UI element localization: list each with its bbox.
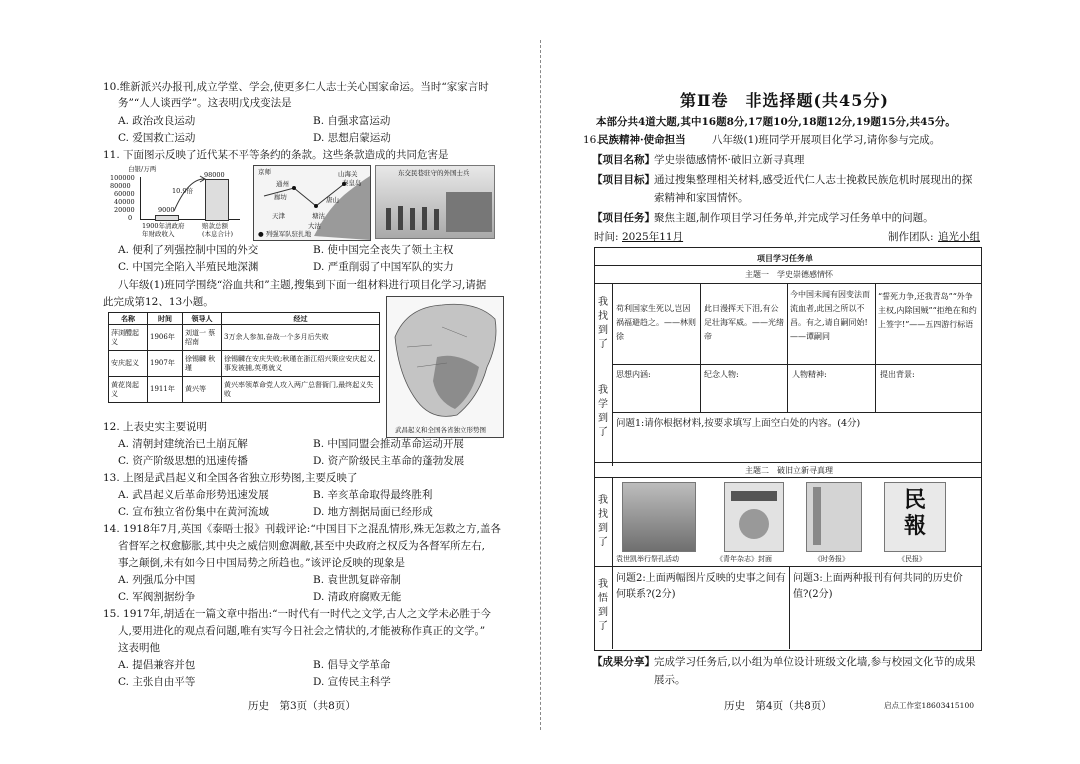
q10-option-d: D. 思想启蒙运动 bbox=[313, 132, 391, 144]
picture-shiwu-bao bbox=[806, 482, 862, 552]
project-task: 聚焦主题,制作项目学习任务单,并完成学习任务单中的问题。 bbox=[654, 212, 934, 224]
rule bbox=[612, 364, 981, 365]
q12-option-b: B. 中国同盟会推动革命运动开展 bbox=[313, 438, 464, 450]
soldiers-illustration bbox=[376, 188, 494, 238]
team-label: 制作团队: bbox=[888, 231, 934, 243]
page-divider bbox=[540, 40, 541, 730]
china-map-caption: 武昌起义和全国各省独立形势图 bbox=[395, 426, 486, 434]
ratio-label: 10.9倍 bbox=[172, 187, 193, 195]
problem-2: 问题2:上面两幅图片反映的史事之间有何联系?(2分) bbox=[616, 573, 786, 600]
field-spirit: 人物精神: bbox=[792, 370, 827, 379]
bar2-value: 98000 bbox=[204, 171, 225, 179]
bar-revenue bbox=[155, 215, 179, 221]
row-label-found-2: 我找到了 bbox=[598, 495, 608, 548]
project-goal-2: 索精神和家国情怀。 bbox=[654, 192, 749, 204]
q11-option-b: B. 使中国完全丧失了领土主权 bbox=[313, 244, 454, 256]
rule bbox=[594, 265, 981, 266]
rule bbox=[787, 364, 788, 412]
table-cell: 1906年 bbox=[148, 325, 183, 351]
rule bbox=[875, 283, 876, 364]
table-header: 经过 bbox=[222, 313, 380, 325]
map-label-2: 廊坊 bbox=[274, 193, 287, 201]
field-person: 纪念人物: bbox=[704, 370, 739, 379]
table-cell: 徐锡麟在安庆失败;秋瑾在浙江绍兴策应安庆起义,事发被捕,英勇就义 bbox=[222, 351, 380, 377]
project-name-tag: 【项目名称】 bbox=[592, 154, 655, 166]
quote-may-fourth: “誓死力争,还我青岛”“外争主权,内除国贼”“拒绝在和约上签字!”——五四游行标语 bbox=[878, 292, 977, 329]
project-name: 学史崇德感情怀·破旧立新寻真理 bbox=[654, 154, 805, 166]
uprising-table bbox=[108, 312, 380, 403]
q16-text: 八年级(1)班同学开展项目化学习,请你参与完成。 bbox=[712, 134, 941, 146]
picture-min-bao bbox=[884, 482, 946, 552]
project-task-tag: 【项目任务】 bbox=[592, 212, 655, 224]
bar2-label: 赔款总额 (本息合计) bbox=[202, 222, 234, 238]
q16-tag: 民族精神·使命担当 bbox=[598, 134, 686, 146]
picture-youth-magazine bbox=[724, 482, 784, 552]
caption-yuan-shikai: 袁世凯举行祭孔活动 bbox=[616, 555, 679, 563]
q14-option-c: C. 军阀割据纷争 bbox=[118, 591, 196, 603]
field-thought: 思想内涵: bbox=[616, 370, 651, 379]
ytick-4: 20000 bbox=[114, 206, 135, 214]
section-title: 第Ⅱ卷 非选择题(共45分) bbox=[680, 91, 889, 110]
picture-yuan-shikai bbox=[622, 482, 696, 552]
q11-option-c: C. 中国完全陷入半殖民地深渊 bbox=[118, 261, 259, 273]
q12-option-c: C. 资产阶级思想的迅速传播 bbox=[118, 455, 248, 467]
time-value: 2025年11月 bbox=[622, 231, 684, 243]
share-line-2: 展示。 bbox=[654, 674, 686, 686]
team-value: 追光小组 bbox=[938, 231, 980, 243]
project-goal-tag: 【项目目标】 bbox=[592, 174, 655, 186]
table-cell: 萍浏醴起义 bbox=[109, 325, 148, 351]
q12-option-a: A. 清朝封建统治已土崩瓦解 bbox=[118, 438, 248, 450]
table-cell: 安庆起义 bbox=[109, 351, 148, 377]
problem-3: 问题3:上面两种报刊有何共同的历史价值?(2分) bbox=[793, 573, 963, 600]
ytick-3: 40000 bbox=[114, 198, 135, 206]
table-cell: 3万余人参加,奋战一个多月后失败 bbox=[222, 325, 380, 351]
q10-option-b: B. 自强求富运动 bbox=[313, 115, 391, 127]
map-legend: ● 列强军队驻扎地 bbox=[258, 230, 312, 238]
studio-credit: 启点工作室18603415100 bbox=[884, 701, 974, 710]
project-goal-1: 通过搜集整理相关材料,感受近代仁人志士挽救民族危机时展现出的探 bbox=[654, 174, 973, 186]
q15-stem-3: 这表明他 bbox=[118, 642, 160, 654]
q10-stem-2: 务”“人人谈西学”。这表明戊戌变法是 bbox=[118, 97, 292, 109]
intro-line-2: 此完成第12、13小题。 bbox=[103, 296, 214, 308]
quote-guangxu: 此日漫挥天下泪,有公足壮海军威。——光绪帝 bbox=[704, 304, 784, 341]
q15-stem-2: 人,要用进化的观点看问题,唯有实写今日社会之情状的,才能被称作真正的文学。” bbox=[118, 625, 486, 637]
rule bbox=[700, 283, 701, 364]
share-line-1: 完成学习任务后,以小组为单位设计班级文化墙,参与校园文化节的成果 bbox=[654, 656, 976, 668]
newspaper-column bbox=[813, 487, 821, 545]
left-footer: 历史 第3页（共8页） bbox=[248, 700, 356, 712]
q13-option-a: A. 武昌起义后革命形势迅速发展 bbox=[118, 489, 269, 501]
rule bbox=[700, 364, 701, 412]
caption-min-bao: 《民报》 bbox=[898, 555, 926, 563]
magazine-banner bbox=[731, 491, 777, 501]
map-label-4: 唐山 bbox=[326, 196, 339, 204]
ytick-1: 80000 bbox=[110, 182, 131, 190]
row-label-realized: 我悟到了 bbox=[598, 579, 608, 632]
ratio-arrow bbox=[170, 175, 210, 215]
rule bbox=[612, 412, 981, 413]
q15-option-c: C. 主张自由平等 bbox=[118, 676, 196, 688]
q15-option-b: B. 倡导文学革命 bbox=[313, 659, 391, 671]
q10-stem-1: 10.维新派兴办报刊,成立学堂、学会,使更多仁人志士关心国家命运。当时“家家言时 bbox=[103, 81, 489, 93]
q15-option-a: A. 提倡兼容并包 bbox=[118, 659, 196, 671]
map-label-7: 秦皇岛 bbox=[342, 179, 362, 187]
table-cell: 黄兴等 bbox=[183, 377, 222, 403]
rule bbox=[594, 566, 612, 567]
right-footer: 历史 第4页（共8页） bbox=[724, 700, 832, 712]
row-label-found: 我找到了 bbox=[598, 297, 608, 350]
share-tag: 【成果分享】 bbox=[592, 656, 655, 668]
q13-option-d: D. 地方割据局面已经形成 bbox=[313, 506, 433, 518]
ytick-5: 0 bbox=[128, 214, 133, 222]
map-label-8: 大沽 bbox=[308, 222, 321, 230]
rule bbox=[789, 566, 790, 649]
q16-number: 16. bbox=[583, 134, 600, 146]
q11-map bbox=[253, 165, 371, 241]
chart-ylabel: 白银/万两 bbox=[128, 165, 157, 173]
q14-option-a: A. 列强瓜分中国 bbox=[118, 574, 196, 586]
rule bbox=[612, 283, 613, 466]
caption-youth-magazine: 《青年杂志》封面 bbox=[716, 555, 772, 563]
china-map-shape bbox=[387, 297, 503, 425]
row-label-learned: 我学到了 bbox=[598, 385, 608, 438]
section-subtitle: 本部分共4道大题,其中16题8分,17题10分,18题12分,19题15分,共45分。 bbox=[596, 116, 956, 128]
q10-option-c: C. 爱国救亡运动 bbox=[118, 132, 196, 144]
q13-option-b: B. 辛亥革命取得最终胜利 bbox=[313, 489, 433, 501]
table-row bbox=[109, 325, 380, 351]
rule bbox=[594, 477, 981, 478]
q13-option-c: C. 宣布独立省份集中在黄河流域 bbox=[118, 506, 269, 518]
q11-photo bbox=[375, 165, 495, 239]
map-label-3: 天津 bbox=[272, 212, 285, 220]
q14-stem-3: 事之颠倒,未有如今日中国局势之所趋也。”该评论反映的现象是 bbox=[118, 557, 405, 569]
q14-option-d: D. 清政府腐败无能 bbox=[313, 591, 402, 603]
q11-option-d: D. 严重削弱了中国军队的实力 bbox=[313, 261, 454, 273]
field-background: 提出背景: bbox=[880, 370, 915, 379]
table-cell: 黄花岗起义 bbox=[109, 377, 148, 403]
table-row bbox=[109, 351, 380, 377]
table-cell: 刘道一 蔡绍南 bbox=[183, 325, 222, 351]
photo-caption: 东交民巷驻守的外国士兵 bbox=[398, 169, 470, 177]
q15-stem-1: 15. 1917年,胡适在一篇文章中指出:“一时代有一时代之文学,古人之文学未必胜于今 bbox=[103, 608, 491, 620]
bar1-value: 9000 bbox=[158, 206, 175, 214]
quote-tan-sitong: 今中国未闻有因变法而流血者,此国之所以不昌。有之,请自嗣同始!——谭嗣同 bbox=[790, 290, 870, 341]
table-cell: 黄兴率领革命党人攻入两广总督衙门,最终起义失败 bbox=[222, 377, 380, 403]
sheet-title: 项目学习任务单 bbox=[757, 253, 813, 263]
q14-stem-2: 省督军之权愈膨胀,其中央之威信则愈凋敝,甚至中央政府之权反为各督军所左右, bbox=[118, 540, 486, 552]
map-label-6: 山海关 bbox=[338, 170, 358, 178]
rule bbox=[594, 462, 981, 463]
rule bbox=[875, 364, 876, 412]
min-bao-masthead: 民報 bbox=[903, 487, 926, 539]
q14-option-b: B. 袁世凯复辟帝制 bbox=[313, 574, 401, 586]
rule bbox=[612, 566, 981, 567]
q10-option-a: A. 政治改良运动 bbox=[118, 115, 196, 127]
map-label-1: 通州 bbox=[276, 180, 289, 188]
q11-option-a: A. 便利了列强控制中国的外交 bbox=[118, 244, 259, 256]
q12-stem: 12. 上表史实主要说明 bbox=[103, 421, 208, 433]
q11-bar-chart bbox=[110, 165, 245, 241]
problem-1: 问题1:请你根据材料,按要求填写上面空白处的内容。(4分) bbox=[616, 418, 861, 429]
table-cell: 1907年 bbox=[148, 351, 183, 377]
ytick-2: 60000 bbox=[114, 190, 135, 198]
map-label-5: 塘沽 bbox=[312, 212, 325, 220]
bar1-label: 1900年清政府 年财政收入 bbox=[142, 222, 185, 238]
q15-option-d: D. 宣传民主科学 bbox=[313, 676, 391, 688]
rule bbox=[787, 283, 788, 364]
time-label: 时间: bbox=[594, 231, 619, 243]
q14-stem-1: 14. 1918年7月,英国《泰晤士报》刊载评论:“中国目下之混乱情形,殊无怎救之方,盖各 bbox=[103, 523, 501, 535]
intro-line-1: 八年级(1)班同学围绕“浴血共和”主题,搜集到下面一组材料进行项目化学习,请据 bbox=[118, 279, 487, 291]
rule bbox=[612, 477, 613, 649]
quote-lin-zexu: 苟利国家生死以,岂因祸福避趋之。——林则徐 bbox=[616, 304, 696, 341]
theme-2: 主题二 破旧立新寻真理 bbox=[745, 466, 833, 475]
table-header: 领导人 bbox=[183, 313, 222, 325]
caption-shiwu-bao: 《时务报》 bbox=[814, 555, 849, 563]
q11-stem: 11. 下面图示反映了近代某不平等条约的条款。这些条款造成的共同危害是 bbox=[103, 149, 449, 161]
table-header: 名称 bbox=[109, 313, 148, 325]
y-axis bbox=[140, 177, 141, 219]
q13-stem: 13. 上图是武昌起义和全国各省独立形势图,主要反映了 bbox=[103, 472, 358, 484]
map-label-0: 京师 bbox=[258, 168, 271, 176]
china-independence-map bbox=[386, 296, 504, 438]
q12-option-d: D. 资产阶级民主革命的蓬勃发展 bbox=[313, 455, 465, 467]
table-header-row bbox=[109, 313, 380, 325]
table-cell: 1911年 bbox=[148, 377, 183, 403]
table-row bbox=[109, 377, 380, 403]
ytick-0: 100000 bbox=[110, 174, 135, 182]
table-header: 时间 bbox=[148, 313, 183, 325]
table-cell: 徐锡麟 秋瑾 bbox=[183, 351, 222, 377]
theme-1: 主题一 学史崇德感情怀 bbox=[745, 270, 833, 279]
magazine-portrait bbox=[739, 509, 769, 539]
